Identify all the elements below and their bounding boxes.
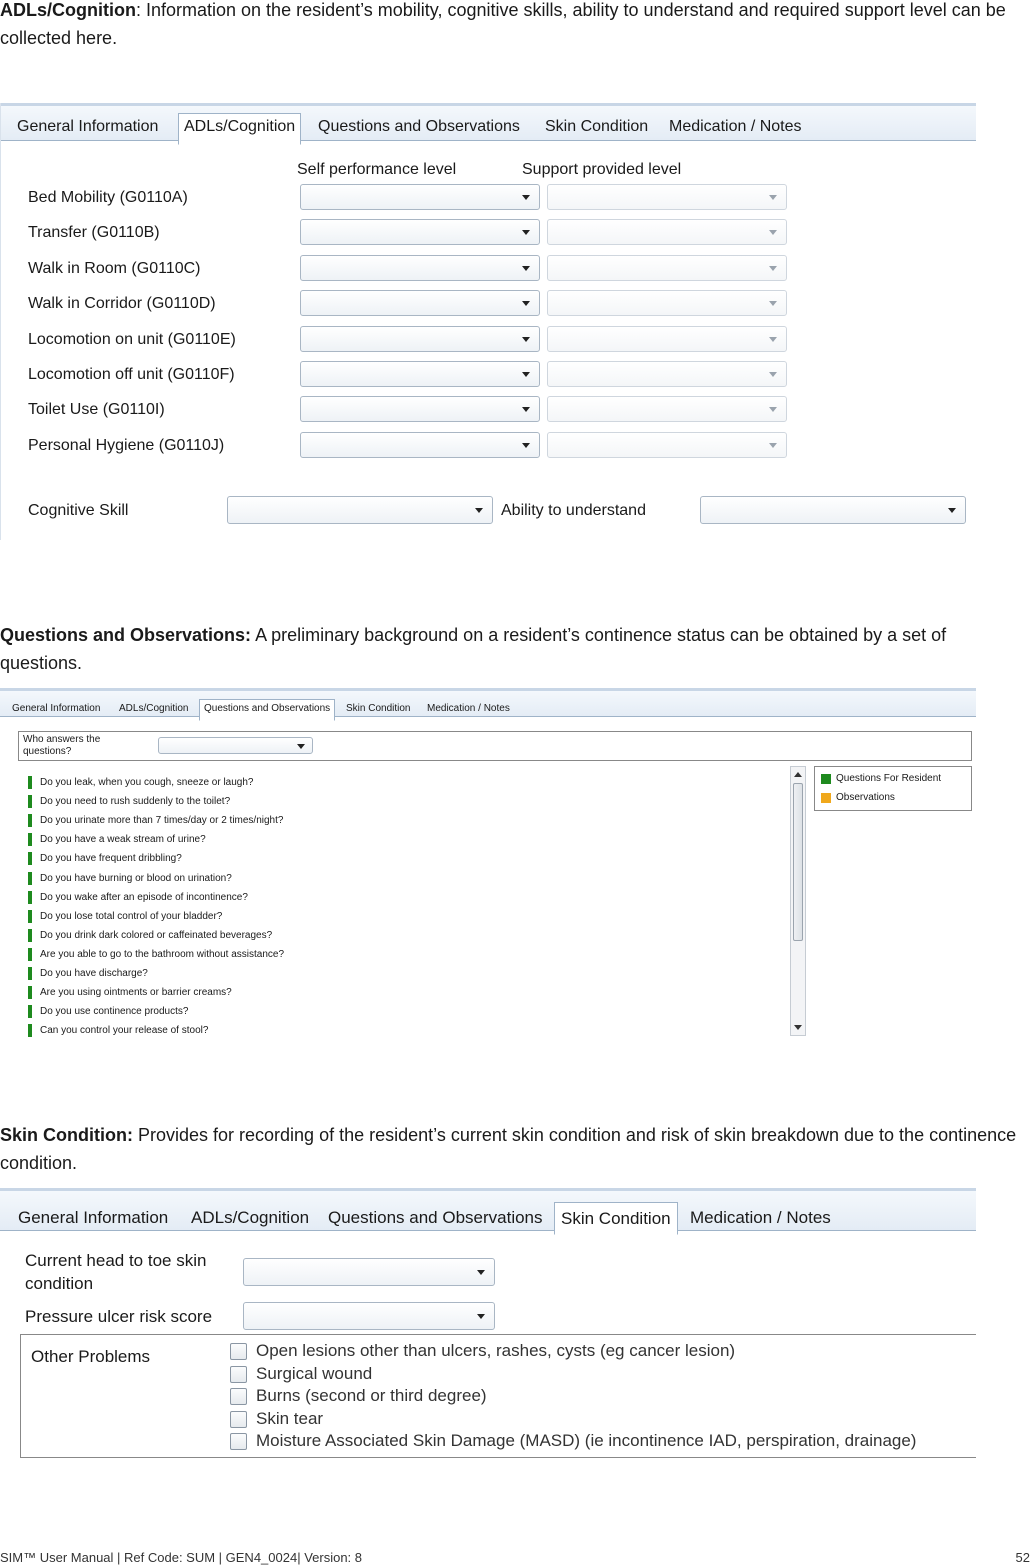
cognitive-skill-dropdown[interactable]	[227, 496, 493, 524]
tab-skin-condition[interactable]: Skin Condition	[346, 703, 411, 714]
self-performance-dropdown[interactable]	[300, 255, 540, 281]
support-provided-header: Support provided level	[522, 161, 682, 178]
tab-adls-cognition[interactable]: ADLs/Cognition	[178, 113, 301, 145]
adl-row-label: Walk in Corridor (G0110D)	[28, 295, 216, 313]
adl-row-label: Transfer (G0110B)	[28, 224, 160, 242]
support-provided-dropdown[interactable]	[547, 396, 787, 422]
chevron-down-icon	[475, 508, 483, 513]
self-performance-dropdown[interactable]	[300, 290, 540, 316]
self-performance-dropdown[interactable]	[300, 219, 540, 245]
question-item[interactable]: Do you need to rush suddenly to the toilet?	[28, 795, 230, 808]
adl-row-label: Personal Hygiene (G0110J)	[28, 436, 225, 454]
tab-skin-condition[interactable]: Skin Condition	[545, 118, 649, 135]
who-answers-group	[18, 731, 972, 761]
chevron-down-icon	[522, 195, 530, 200]
tab-questions-observations[interactable]: Questions and Observations	[318, 118, 520, 135]
tab-general-information[interactable]: General Information	[12, 703, 101, 714]
question-item[interactable]: Can you control your release of stool?	[28, 1024, 208, 1037]
legend-questions-for-resident	[821, 773, 941, 784]
question-item[interactable]: Are you using ointments or barrier creams?	[28, 986, 232, 999]
skin-screenshot	[0, 1188, 976, 1468]
support-provided-dropdown[interactable]	[547, 432, 787, 458]
question-item[interactable]: Do you drink dark colored or caffeinated beverages?	[28, 929, 272, 942]
question-item[interactable]: Do you have frequent dribbling?	[28, 852, 182, 865]
legend-label: Questions For Resident	[836, 773, 942, 784]
question-item[interactable]: Do you have a weak stream of urine?	[28, 833, 206, 846]
chevron-down-icon	[769, 301, 777, 306]
pressure-ulcer-label: Pressure ulcer risk score	[25, 1307, 213, 1326]
question-item[interactable]: Do you have discharge?	[28, 967, 148, 980]
qo-description	[0, 621, 1030, 677]
support-provided-dropdown[interactable]	[547, 184, 787, 210]
adls-screenshot	[0, 103, 976, 540]
tab-bar	[0, 1188, 976, 1231]
question-item[interactable]: Do you use continence products?	[28, 1005, 188, 1018]
tab-bar	[1, 103, 976, 141]
adls-heading: ADLs/Cognition	[0, 0, 136, 20]
adl-row-label: Bed Mobility (G0110A)	[28, 189, 188, 206]
problem-label: Skin tear	[256, 1408, 324, 1428]
head-to-toe-label: Current head to toe skin condition	[25, 1251, 207, 1293]
page-footer	[0, 1550, 1033, 1565]
question-item[interactable]: Do you lose total control of your bladder?	[28, 910, 222, 923]
chevron-down-icon	[769, 372, 777, 377]
chevron-down-icon	[522, 407, 530, 412]
problem-checkbox-row[interactable]	[230, 1364, 372, 1384]
question-legend	[814, 766, 972, 811]
scroll-up-icon[interactable]	[794, 772, 802, 777]
tab-questions-observations[interactable]: Questions and Observations	[328, 1208, 543, 1227]
checkbox[interactable]	[230, 1411, 247, 1428]
question-list	[0, 766, 806, 1038]
green-square-icon	[821, 774, 831, 784]
footer-text: SIM™ User Manual | Ref Code: SUM | GEN4_0024| Version: 8	[0, 1550, 363, 1565]
legend-observations	[821, 792, 895, 803]
chevron-down-icon	[522, 266, 530, 271]
self-performance-header: Self performance level	[297, 161, 457, 178]
question-item[interactable]: Do you wake after an episode of incontinence?	[28, 891, 248, 904]
chevron-down-icon	[522, 301, 530, 306]
adl-row-label: Toilet Use (G0110I)	[28, 401, 165, 419]
scroll-down-icon[interactable]	[794, 1025, 802, 1030]
chevron-down-icon	[477, 1270, 485, 1275]
chevron-down-icon	[522, 337, 530, 342]
tab-general-information[interactable]: General Information	[18, 1208, 169, 1227]
checkbox[interactable]	[230, 1388, 247, 1405]
support-provided-dropdown[interactable]	[547, 290, 787, 316]
tab-general-information[interactable]: General Information	[17, 118, 159, 135]
orange-square-icon	[821, 793, 831, 803]
support-provided-dropdown[interactable]	[547, 326, 787, 352]
who-answers-label: Who answers the questions?	[23, 734, 101, 757]
tab-medication-notes[interactable]: Medication / Notes	[427, 703, 510, 714]
chevron-down-icon	[769, 266, 777, 271]
adl-row-label: Locomotion on unit (G0110E)	[28, 330, 236, 348]
skin-heading: Skin Condition:	[0, 1125, 133, 1145]
question-item[interactable]: Do you leak, when you cough, sneeze or laugh?	[28, 776, 253, 789]
question-list-scrollbar[interactable]	[790, 766, 806, 1036]
problem-checkbox-row[interactable]	[230, 1409, 323, 1429]
problem-checkbox-row[interactable]	[230, 1341, 735, 1361]
skin-text: Provides for recording of the resident’s current skin condition and risk of skin breakdown due to the continence condition.	[0, 1125, 1017, 1173]
question-item[interactable]: Do you have burning or blood on urination?	[28, 872, 232, 885]
self-performance-dropdown[interactable]	[300, 396, 540, 422]
tab-skin-condition[interactable]: Skin Condition	[554, 1202, 678, 1235]
self-performance-dropdown[interactable]	[300, 361, 540, 387]
skin-description	[0, 1121, 1030, 1177]
chevron-down-icon	[769, 407, 777, 412]
problem-label: Open lesions other than ulcers, rashes, cysts (eg cancer lesion)	[256, 1341, 736, 1360]
chevron-down-icon	[948, 508, 956, 513]
tab-adls-cognition[interactable]: ADLs/Cognition	[191, 1208, 310, 1227]
ability-to-understand-label: Ability to understand	[501, 502, 646, 519]
chevron-down-icon	[522, 443, 530, 448]
support-provided-dropdown[interactable]	[547, 219, 787, 245]
legend-label: Observations	[836, 792, 895, 803]
chevron-down-icon	[769, 337, 777, 342]
question-item[interactable]: Do you urinate more than 7 times/day or 2 times/night?	[28, 814, 283, 827]
support-provided-dropdown[interactable]	[547, 361, 787, 387]
adl-row-label: Locomotion off unit (G0110F)	[28, 366, 235, 383]
checkbox[interactable]	[230, 1366, 247, 1383]
chevron-down-icon	[769, 443, 777, 448]
checkbox[interactable]	[230, 1433, 247, 1450]
problem-checkbox-row[interactable]	[230, 1386, 487, 1406]
chevron-down-icon	[522, 230, 530, 235]
tab-adls-cognition[interactable]: ADLs/Cognition	[119, 703, 189, 714]
page-number: 52	[1015, 1550, 1030, 1565]
chevron-down-icon	[477, 1314, 485, 1319]
who-answers-dropdown[interactable]	[158, 737, 313, 754]
adl-row-label: Walk in Room (G0110C)	[28, 259, 201, 277]
scroll-thumb[interactable]	[793, 783, 803, 941]
tab-medication-notes[interactable]: Medication / Notes	[669, 118, 802, 135]
cognitive-skill-label: Cognitive Skill	[28, 502, 129, 519]
chevron-down-icon	[769, 195, 777, 200]
problem-checkbox-row[interactable]	[230, 1431, 916, 1451]
chevron-down-icon	[297, 744, 305, 749]
qo-screenshot	[0, 688, 976, 1038]
qo-text: A preliminary background on a resident’s continence status can be obtained by a set of questions.	[0, 625, 947, 673]
problem-label: Surgical wound	[256, 1363, 373, 1383]
tab-questions-observations[interactable]: Questions and Observations	[199, 699, 335, 721]
tab-medication-notes[interactable]: Medication / Notes	[690, 1208, 831, 1227]
pressure-ulcer-dropdown[interactable]	[243, 1302, 495, 1330]
self-performance-dropdown[interactable]	[300, 184, 540, 210]
self-performance-dropdown[interactable]	[300, 432, 540, 458]
problem-label: Burns (second or third degree)	[256, 1386, 487, 1405]
qo-heading: Questions and Observations:	[0, 625, 252, 645]
problem-label: Moisture Associated Skin Damage (MASD) (ie incontinence IAD, perspiration, drainage)	[256, 1431, 917, 1450]
other-problems-label: Other Problems	[31, 1347, 151, 1366]
checkbox[interactable]	[230, 1343, 247, 1360]
question-item[interactable]: Are you able to go to the bathroom without assistance?	[28, 948, 284, 961]
chevron-down-icon	[769, 230, 777, 235]
head-to-toe-dropdown[interactable]	[243, 1258, 495, 1286]
ability-to-understand-dropdown[interactable]	[700, 496, 966, 524]
support-provided-dropdown[interactable]	[547, 255, 787, 281]
chevron-down-icon	[522, 372, 530, 377]
adls-text: : Information on the resident’s mobility, cognitive skills, ability to understand and required support level can be collected here.	[0, 0, 1006, 48]
adls-description	[0, 0, 1030, 52]
self-performance-dropdown[interactable]	[300, 326, 540, 352]
tab-bar	[0, 688, 976, 717]
